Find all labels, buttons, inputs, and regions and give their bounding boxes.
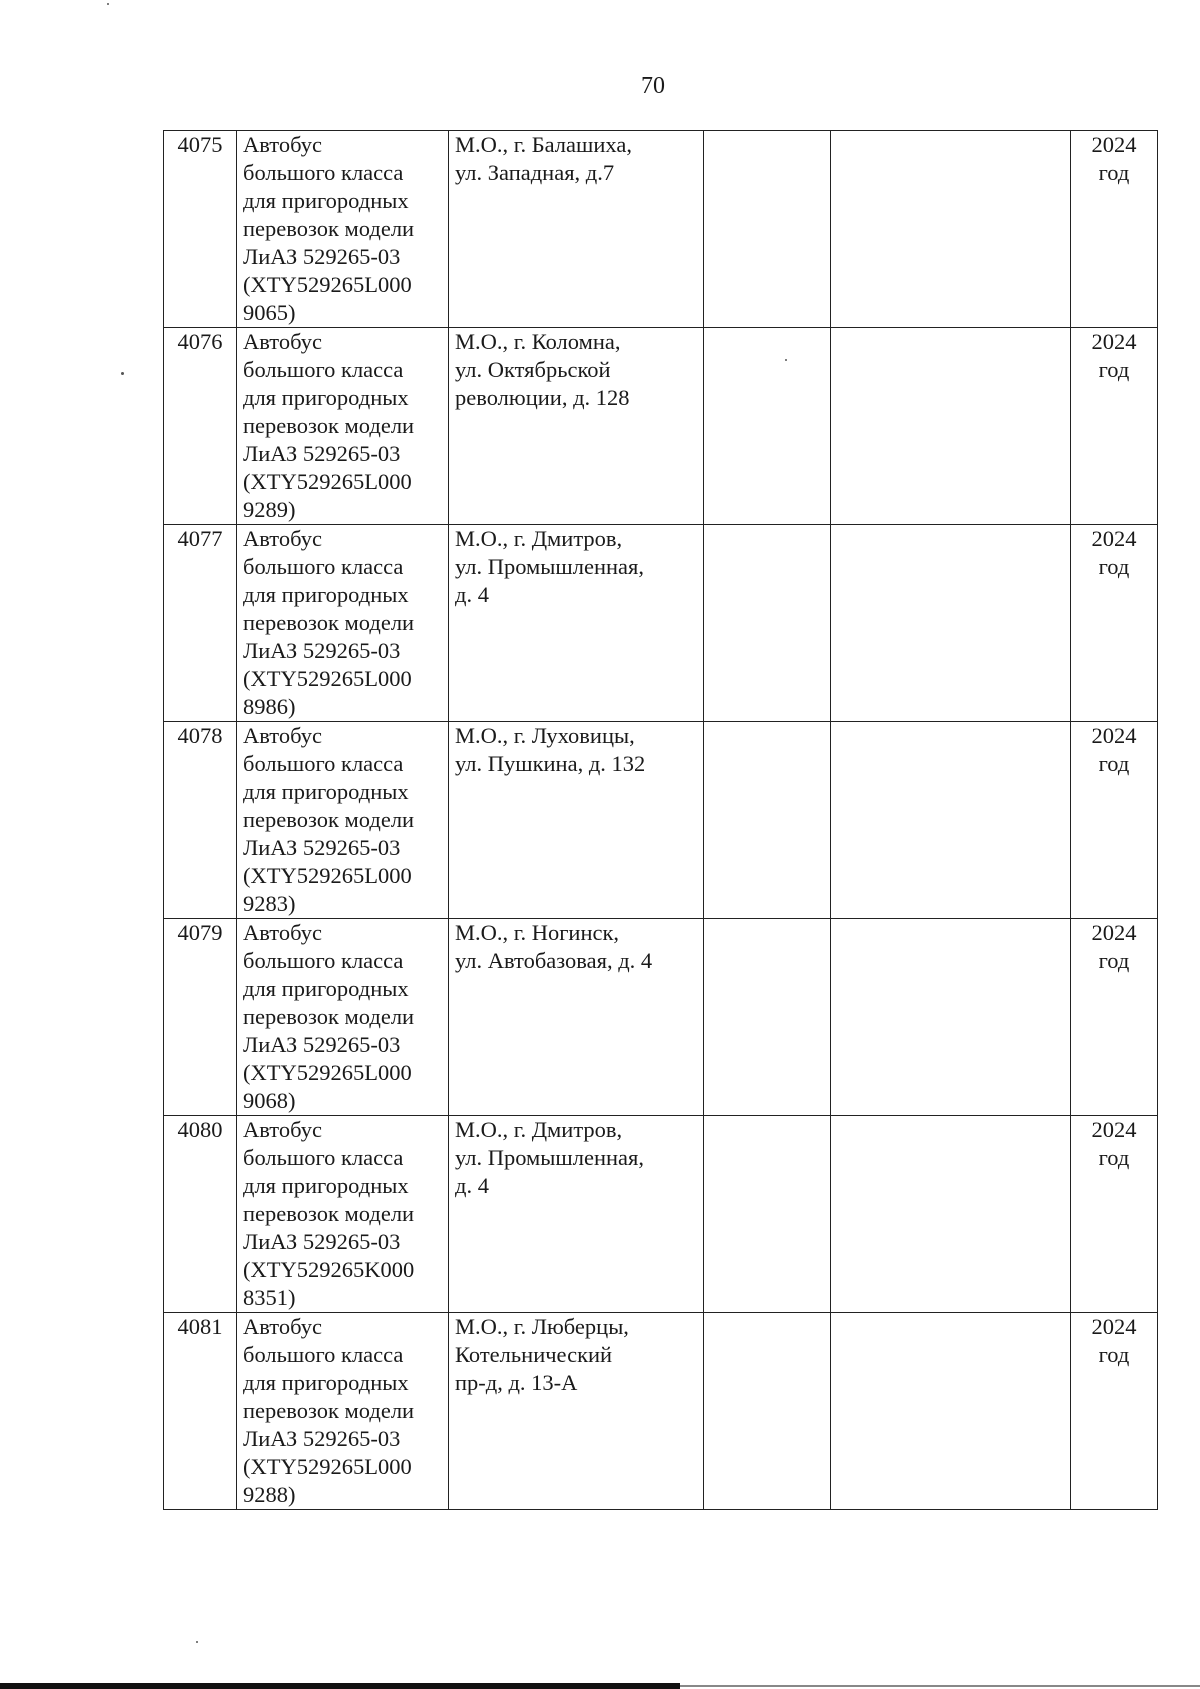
vehicle-name-line: перевозок модели <box>243 1004 415 1029</box>
vehicle-name-line: для пригородных <box>243 188 409 213</box>
vehicle-name-line: ЛиАЗ 529265-03 <box>243 1032 401 1057</box>
vehicle-name-line: (XTY529265L000 <box>243 1060 412 1085</box>
vehicle-name-line: большого класса <box>243 554 404 579</box>
address-cell <box>449 919 704 1116</box>
year-line: 2024 <box>1091 920 1137 945</box>
vehicle-name-line: (XTY529265L000 <box>243 863 412 888</box>
empty-cell <box>831 722 1071 919</box>
vehicle-name-line: (XTY529265K000 <box>243 1257 415 1282</box>
vehicle-name-line: 8986) <box>243 694 296 719</box>
year-line: 2024 <box>1091 329 1137 354</box>
row-number-cell <box>164 919 237 1116</box>
vehicle-name-line: перевозок модели <box>243 413 415 438</box>
page-number: 70 <box>641 73 665 99</box>
vehicle-name-line: для пригородных <box>243 385 409 410</box>
vehicle-name-line: для пригородных <box>243 779 409 804</box>
vehicle-name-line: Автобус <box>243 920 322 945</box>
scan-edge-faint <box>680 1685 1200 1687</box>
row-number-cell <box>164 328 237 525</box>
empty-cell <box>704 1116 831 1313</box>
vehicle-name-cell <box>237 525 449 722</box>
row-number: 4076 <box>177 329 223 354</box>
address-line: ул. Автобазовая, д. 4 <box>455 948 653 973</box>
vehicle-name-line: большого класса <box>243 357 404 382</box>
address-line: д. 4 <box>455 582 489 607</box>
vehicle-name-line: перевозок модели <box>243 807 415 832</box>
vehicle-name-line: Автобус <box>243 723 322 748</box>
empty-cell <box>704 919 831 1116</box>
vehicle-name-line: перевозок модели <box>243 1201 415 1226</box>
vehicle-name-line: ЛиАЗ 529265-03 <box>243 1229 401 1254</box>
vehicle-name-line: перевозок модели <box>243 610 415 635</box>
vehicle-name-line: Автобус <box>243 329 322 354</box>
vehicle-name-line: перевозок модели <box>243 216 415 241</box>
vehicle-name-cell <box>237 1313 449 1510</box>
address-cell <box>449 1313 704 1510</box>
year-line: 2024 <box>1091 1117 1137 1142</box>
vehicle-name-line: большого класса <box>243 160 404 185</box>
year-line: 2024 <box>1091 132 1137 157</box>
year-line: 2024 <box>1091 526 1137 551</box>
empty-cell <box>831 1116 1071 1313</box>
address-cell <box>449 131 704 328</box>
year-line: 2024 <box>1091 723 1137 748</box>
table-row <box>164 919 1158 1116</box>
vehicle-name-line: 9068) <box>243 1088 296 1113</box>
year-cell <box>1071 131 1158 328</box>
vehicle-name-line: большого класса <box>243 751 404 776</box>
table-row <box>164 525 1158 722</box>
year-cell <box>1071 919 1158 1116</box>
row-number: 4075 <box>177 132 223 157</box>
empty-cell <box>831 525 1071 722</box>
vehicle-name-cell <box>237 1116 449 1313</box>
empty-cell <box>704 525 831 722</box>
vehicle-name-line: Автобус <box>243 526 322 551</box>
empty-cell <box>831 919 1071 1116</box>
vehicle-name-line: перевозок модели <box>243 1398 415 1423</box>
address-cell <box>449 1116 704 1313</box>
vehicle-name-line: (XTY529265L000 <box>243 1454 412 1479</box>
vehicle-name-line: большого класса <box>243 1145 404 1170</box>
address-line: М.О., г. Коломна, <box>455 329 621 354</box>
vehicle-name-line: 9065) <box>243 300 296 325</box>
vehicle-name-line: для пригородных <box>243 1370 409 1395</box>
row-number-cell <box>164 1116 237 1313</box>
scan-speck <box>107 3 109 5</box>
vehicle-name-line: (XTY529265L000 <box>243 469 412 494</box>
address-line: М.О., г. Дмитров, <box>455 1117 623 1142</box>
row-number-cell <box>164 1313 237 1510</box>
address-line: ул. Промышленная, <box>455 554 644 579</box>
vehicle-name-line: для пригородных <box>243 582 409 607</box>
row-number-cell <box>164 525 237 722</box>
year-line: год <box>1098 948 1130 973</box>
table-row <box>164 131 1158 328</box>
address-line: ул. Пушкина, д. 132 <box>455 751 646 776</box>
vehicle-name-line: (XTY529265L000 <box>243 272 412 297</box>
address-line: М.О., г. Ногинск, <box>455 920 620 945</box>
row-number: 4080 <box>177 1117 223 1142</box>
year-line: год <box>1098 751 1130 776</box>
vehicle-name-line: Автобус <box>243 1314 322 1339</box>
address-cell <box>449 328 704 525</box>
vehicle-name-cell <box>237 722 449 919</box>
row-number: 4077 <box>177 526 223 551</box>
table-row <box>164 722 1158 919</box>
address-line: М.О., г. Луховицы, <box>455 723 635 748</box>
vehicle-name-line: для пригородных <box>243 1173 409 1198</box>
vehicle-name-line: 9289) <box>243 497 296 522</box>
vehicle-name-cell <box>237 131 449 328</box>
year-line: год <box>1098 554 1130 579</box>
vehicle-name-line: (XTY529265L000 <box>243 666 412 691</box>
address-line: М.О., г. Балашиха, <box>455 132 632 157</box>
address-cell <box>449 722 704 919</box>
year-cell <box>1071 1116 1158 1313</box>
empty-cell <box>704 722 831 919</box>
vehicle-name-line: ЛиАЗ 529265-03 <box>243 244 401 269</box>
row-number-cell <box>164 722 237 919</box>
vehicle-name-line: ЛиАЗ 529265-03 <box>243 1426 401 1451</box>
vehicle-name-cell <box>237 919 449 1116</box>
empty-cell <box>831 1313 1071 1510</box>
address-line: пр-д, д. 13-А <box>455 1370 578 1395</box>
table-row <box>164 328 1158 525</box>
empty-cell <box>704 1313 831 1510</box>
address-line: Котельнический <box>455 1342 613 1367</box>
year-line: год <box>1098 1342 1130 1367</box>
empty-cell <box>831 328 1071 525</box>
address-line: ул. Промышленная, <box>455 1145 644 1170</box>
vehicle-name-line: Автобус <box>243 132 322 157</box>
empty-cell <box>704 131 831 328</box>
year-line: год <box>1098 1145 1130 1170</box>
address-line: М.О., г. Люберцы, <box>455 1314 629 1339</box>
address-cell <box>449 525 704 722</box>
year-line: год <box>1098 160 1130 185</box>
row-number: 4078 <box>177 723 223 748</box>
vehicle-name-cell <box>237 328 449 525</box>
address-line: ул. Октябрьской <box>455 357 611 382</box>
year-line: год <box>1098 357 1130 382</box>
address-line: д. 4 <box>455 1173 489 1198</box>
row-number-cell <box>164 131 237 328</box>
vehicle-name-line: большого класса <box>243 948 404 973</box>
vehicle-name-line: для пригородных <box>243 976 409 1001</box>
scan-edge <box>0 1683 680 1689</box>
address-line: ул. Западная, д.7 <box>455 160 615 185</box>
address-line: революции, д. 128 <box>455 385 630 410</box>
year-line: 2024 <box>1091 1314 1137 1339</box>
scan-speck <box>196 1641 198 1643</box>
vehicle-name-line: Автобус <box>243 1117 322 1142</box>
vehicle-table <box>163 130 1158 1510</box>
vehicle-name-line: 9288) <box>243 1482 296 1507</box>
vehicle-name-line: большого класса <box>243 1342 404 1367</box>
empty-cell <box>831 131 1071 328</box>
row-number: 4079 <box>177 920 223 945</box>
vehicle-name-line: ЛиАЗ 529265-03 <box>243 835 401 860</box>
scan-speck <box>121 372 124 375</box>
year-cell <box>1071 1313 1158 1510</box>
empty-cell <box>704 328 831 525</box>
table-row <box>164 1313 1158 1510</box>
scan-speck <box>785 359 787 361</box>
table-body <box>164 131 1158 1510</box>
year-cell <box>1071 328 1158 525</box>
year-cell <box>1071 722 1158 919</box>
year-cell <box>1071 525 1158 722</box>
vehicle-name-line: 8351) <box>243 1285 296 1310</box>
address-line: М.О., г. Дмитров, <box>455 526 623 551</box>
vehicle-name-line: ЛиАЗ 529265-03 <box>243 638 401 663</box>
vehicle-name-line: 9283) <box>243 891 296 916</box>
vehicle-name-line: ЛиАЗ 529265-03 <box>243 441 401 466</box>
row-number: 4081 <box>177 1314 223 1339</box>
table-row <box>164 1116 1158 1313</box>
